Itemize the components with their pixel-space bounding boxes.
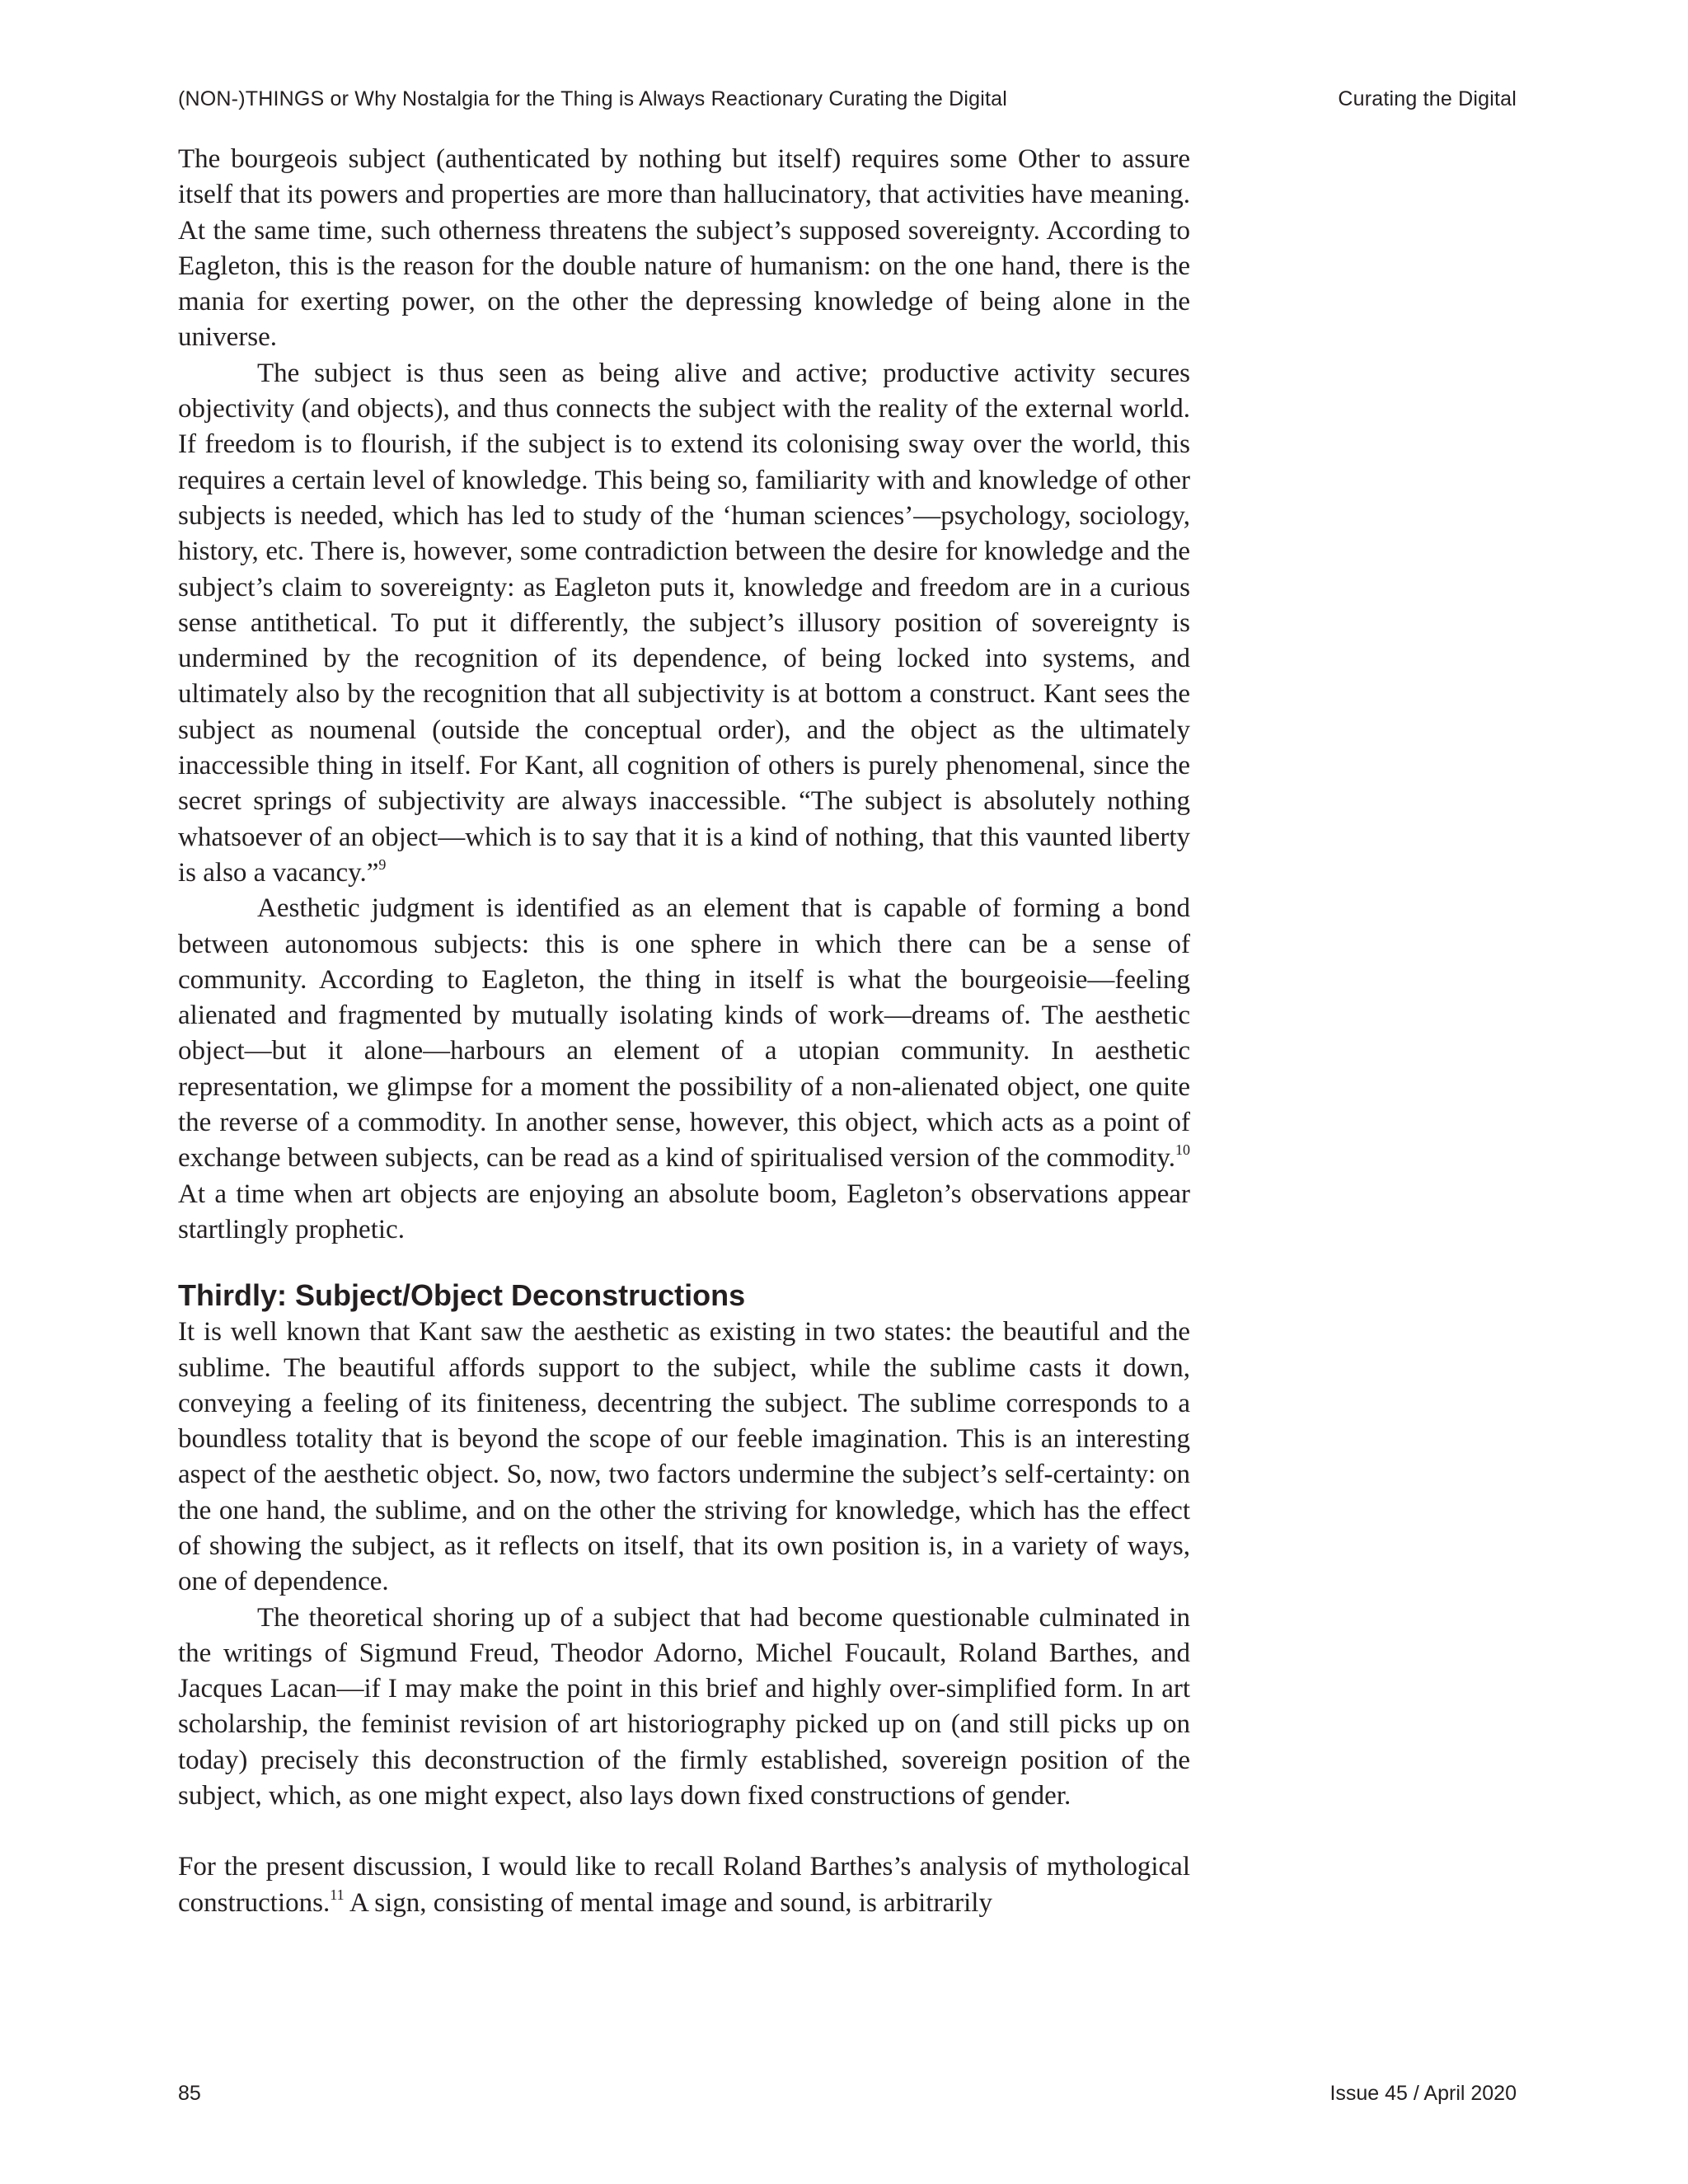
paragraph-spacer — [178, 1814, 1190, 1849]
footnote-ref[interactable]: 11 — [330, 1886, 345, 1903]
paragraph-2: The subject is thus seen as being alive and active; productive activity secures objectivity (and objects), and thus connects the subject with the reality of the external world. If freedom is to flourish, if the subject is to extend its colonising sway over the world, this requires a certain level of knowledge. This being so, familiarity with and knowledge of other subjects is needed, which has led to study of the ‘human sciences’—psychology, sociology, history, etc. There is, however, some contradiction between the desire for knowledge and the subject’s claim to sovereignty: as Eagleton puts it, knowledge and freedom are in a curious sense antithetical. To put it differently, the subject’s illusory position of sovereignty is undermined by the recognition of its dependence, of being locked into systems, and ultimately also by the recognition that all subjectivity is at bottom a construct. Kant sees the subject as noumenal (outside the conceptual order), and the object as the ultimately inaccessible thing in itself. For Kant, all cognition of others is purely phenomenal, since the secret springs of subjectivity are always inaccessible. “The subject is absolutely nothing whatsoever of an object—which is to say that it is a kind of nothing, that this vaunted liberty is also a vacancy.”$^9$ — [178, 358, 1190, 888]
section-heading: Thirdly: Subject/Object Deconstructions — [178, 1278, 746, 1313]
footnote-ref[interactable]: 10 — [1175, 1141, 1190, 1159]
running-header-title: (NON-)THINGS or Why Nostalgia for the Thing is Always Reactionary Curating the Digital — [178, 87, 1007, 110]
article-body — [178, 142, 1190, 1921]
running-header-section: Curating the Digital — [1338, 87, 1517, 110]
page-number: 85 — [178, 2082, 201, 2105]
issue-label: Issue 45 / April 2020 — [1329, 2082, 1517, 2105]
footnote-ref[interactable]: 9 — [378, 855, 387, 873]
paragraph-4: It is well known that Kant saw the aesthetic as existing in two states: the beautiful and the sublime. The beautiful affords support to the subject, while the sublime casts it down, conveying a feeling of its finiteness, decentring the subject. The sublime corresponds to a boundless totality that is beyond the scope of our feeble imagination. This is an interesting aspect of the aesthetic object. So, now, two factors undermine the subject’s self-certainty: on the one hand, the sublime, and on the other the striving for knowledge, which has the effect of showing the subject, as it reflects on itself, that its own position is, in a variety of ways, one of dependence. — [178, 1317, 1190, 1597]
paragraph-5: The theoretical shoring up of a subject that had become questionable culminated in the writings of Sigmund Freud, Theodor Adorno, Michel Foucault, Roland Barthes, and Jacques Lacan—if I may make the point in this brief and highly over-simplified form. In art scholarship, the feminist revision of art historiography picked up on (and still picks up on today) precisely this deconstruction of the firmly established, sovereign position of the subject, which, as one might expect, also lays down fixed constructions of gender. — [178, 1602, 1190, 1811]
paragraph-6: For the present discussion, I would like to recall Roland Barthes’s analysis of mythological constructions.$^{11}$ A sign, consisting of mental image and sound, is arbitrarily — [178, 1852, 1190, 1918]
paragraph-1: The bourgeois subject (authenticated by nothing but itself) requires some Other to assure itself that its powers and properties are more than hallucinatory, that activities have meaning. At the same time, such otherness threatens the subject’s supposed sovereignty. According to Eagleton, this is the reason for the double nature of humanism: on the one hand, there is the mania for exerting power, on the other the depressing knowledge of being alone in the universe. — [178, 144, 1190, 353]
paragraph-3: Aesthetic judgment is identified as an element that is capable of forming a bond between autonomous subjects: this is one sphere in which there can be a sense of community. According to Eagleton, the thing in itself is what the bourgeoisie—feeling alienated and fragmented by mutually isolating kinds of work—dreams of. The aesthetic object—but it alone—harbours an element of a utopian community. In aesthetic representation, we glimpse for a moment the possibility of a non-alienated object, one quite the reverse of a commodity. In another sense, however, this object, which acts as a point of exchange between subjects, can be read as a kind of spiritualised version of the commodity.$^{10}$ At a time when art objects are enjoying an absolute boom, Eagleton’s observations appear startlingly prophetic. — [178, 893, 1190, 1244]
